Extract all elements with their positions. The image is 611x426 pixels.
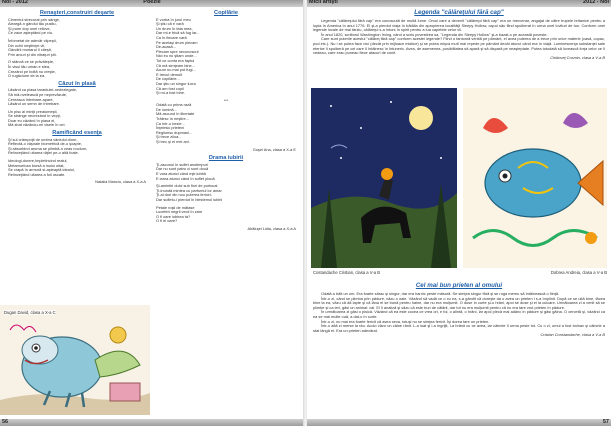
artwork-caption: Costandache Cristian, clasa a V-a B xyxy=(313,270,381,275)
page-number: 57 xyxy=(602,419,609,425)
poem-title: Căzut în plasă xyxy=(58,80,96,87)
separator: *** xyxy=(223,97,229,103)
article-title: Cel mai bun prieten al omului xyxy=(415,282,503,289)
poem-title: Copilărie xyxy=(214,10,238,16)
artwork-caption: Dugan David, clasa a X-a C xyxy=(4,310,56,315)
section-label: Poezie xyxy=(143,0,161,5)
student-artwork-creature xyxy=(0,305,150,415)
article-1-body: Legenda "călăreţului fără cap" era cunoscută de multă lume. Omul care a devenit "călăreţul fără cap" era un mercenar, angajat de către trupele britanice pentru a lupta în America în anul 1776. El şi-a pierdut viaţa în bătălia din apropierea localităţii Sleepy Hollow, capul său fiind spulberat în urma unei lovituri de tun. Conform unei legende locale de mai târziu, călăreţul s-a întors în spirit pentru a lua capetele celor vii. În anul 1820, scriitorul Washington Irving, când a scris povestirea sa, "Legenda din Sleepy Hollow" şi-a bazat-o pe această poveste. Care sunt puterile acestui "călăreţ fără cap" conform acestei legende? Fiind o fantomă venită pe pământ, el avea puterea de a trece prin orice materie (casă, copac, pod etc.). Nu i se putea face nici (decât prin mijloace mistice) şi se putea mişca mult mai repede pe pământ decât atunci când era în viaţă. Luminescenţa substanţei sale eterice îi spulberă pe cei care îl întâlnesc în întuneric. Avea, de asemenea, posibilitatea să apară şi să dispară pe neaşteptate. Putea totodată să lovească forţa celor ce îi vedeau, care erau puneau fiece atacurl de conit. Chidoveţ Cosmin, clasa a V-a B xyxy=(313,18,605,60)
author-signature: Natalia Manciu, clasa a X-a A xyxy=(95,179,146,185)
article-title: Legenda "călăreţului fără cap" xyxy=(414,9,504,16)
author-signature: Abăluţei Lidia, clasa a X-a A xyxy=(247,225,296,231)
author-signature: Guşel Ana, clasa a X-a E xyxy=(252,146,296,152)
poem-title: Renaşteri,construiri deşarte xyxy=(39,10,115,16)
left-column-2: Copilărie E vorba în jurul meu Şi ştiu că e vară Un drum în fata mea, Dar mi-e frică să fug iar... Ca în fiecare vară Pe acelaşi drum plecam De-acasă... Plecam spre necunoscut Nici eu nu ştiam unde... Tot ce conta era faptul Că mă simţeam bine... Acum nu mai pot fugi... E trecut demult De copilărie... Dar ştiu un singur lucru Că am fost copil Şi mi-a fost bine. *** Odată cu prima rază De lumină... Mă ascund în libertate Trăiesc în neştire... Ca într-o bezie... Înţelesic prietení Reglionsc dupmani... Şi trece zilua... Şi trec şi ei mei ani. Guşel Ana, clasa a X-a E Drama iubirii Ţi-ascunul în suflet anotimpuri Dar nu sunt patru ci sunt două E vara atunci când eşti iubită E iarna atunci când în suflet plouă Şi-amintiri dulci sub flori de portocal Ţi-inundă mintea cu parfumul lor amar Ţi-ai dori din nou puterea fericiri- Dar sufletu-i pierdut în blestemul iubirii Petale roşii de mătase Luceferi negrii vecii în zare O fi oare iubirea ta? O fi el oare? Abăluţei Lidia, clasa a X-a A xyxy=(156,10,296,231)
author-signature: Cristian Constandache, clasa a V-a B xyxy=(540,332,605,338)
section-label: Micii artişti xyxy=(309,0,338,5)
right-header-label: 2012 - Noi xyxy=(583,0,609,5)
poem-title: Ramificând esenţa xyxy=(52,130,102,137)
right-page xyxy=(307,0,611,426)
left-header-bar xyxy=(0,0,304,7)
student-artwork-night-rider xyxy=(311,88,457,268)
left-page xyxy=(0,0,304,426)
right-footer-bar xyxy=(307,419,611,426)
student-artwork-fish xyxy=(463,88,607,268)
poem-title: Drama iubirii xyxy=(208,155,244,162)
left-footer-bar xyxy=(0,419,304,426)
left-header-label: Noi - 2012 xyxy=(2,0,28,5)
article-2-body: Odată a trăit un om. Era foarte sărac şi singur, dar era harnic peste măsură. Se simţea singur fără şi se ruga mereu să întâlnească o fiinţă. Într-o zi, când se plimba prin pădure, văzu o oaie. Văzând să vadă ce o cu ea, s-a gândit că doreşte da o avea un prieten i s-a împlinit. După ce se uită bine, făcea bine la ea, văzu că dă lapte şi că lâna ei se bună pentru haine, dar nu era mulţumit. O duse în curte şi-o hrăni, apoi se duse şi el la culcare. Următoarea zi a venit să se plimbe şi ca ieri, găsi un animal: cal. El îl analiză şi văzu că este bun de călărit, dar tot nu era mulţumit pentru că nu era tare vrut prieten în pădure. În următoarea zi găsi o pisică. Văzând că ea este cocea ce vrea ori, e fol, o alintă, o hrăni, iar apoi plecă mai adânc în pădure şi găsi găina. O cercetă şi, văzând ca ea se mai multe ouă, a dat-o în curte. Într-o zi, nu mai era foarte fericit că avea ceva, totuşi nu se simţea fericit. Îşi dorea tare un prieten. Într-o altă zi merse la râu. Acolo văzu un câine rănit. L-a luat şi l-a îngrijit, l-a hrănit cu ce avea, iar câinele îl urma peste tot. Cu o zi, omul a fost bolnav şi câinele a stat lângă el. Era un prieten adevărat. Cristian Constandache, clasa a V-a B xyxy=(313,291,605,338)
page-number: 56 xyxy=(2,419,9,425)
artwork-caption: Dobrea Andreia, clasa a V-a B xyxy=(550,270,607,275)
right-header-bar xyxy=(307,0,611,7)
left-column-1: Renaşteri,construiri deşarte Cimentul strecurat prin sânge, Aleargă-n gândul tău pustiu, Şi pune dop unei relicve, Ce zace aşteptând pe viu. Înfometat de adevăr clipeşti, Din ochii neştiinţei vii, Gândirii mortarul îl citeşti, Prin arcuri şi din vitraţuri ştii. O stâncă ce se prăvăleşte, În visul tău uman e stea, Crezând pe boltă nu creşte, O rugăciune de la ea. Căzut în plasă Lăsând ca plasa tarantulei-nedezlegate, Să mă-nvelească pe neprevăzute, Cereasca întrebare-apare, Lăsând un semn de întrebare. Un pisc al minţii preaiumeşti, Se strânge necrezând în vepţi, Doar eu căzând în plasa ei, Mă zbat văzându-mi visele în cei. Ramificând esenţa Şi sul crâmpoţit de umbra vântului diurn, Reflectă-o vâşnale biometrică de-o şoapte, Şi absorbind aroma se plimbă-n ceas nocturn, Relinceţiând uitarea răţiei pe-o altă foaie. Ideologi,durere,împletincind realul, Metamorfoza bursă a inului uitat, Se crapă în armură si-aşteaptă idealul, Relinceţiând uitarea a foii uscate. Natalia Manciu, clasa a X-a A xyxy=(8,10,146,185)
author-signature: Chidoveţ Cosmin, clasa a V-a B xyxy=(550,54,605,60)
